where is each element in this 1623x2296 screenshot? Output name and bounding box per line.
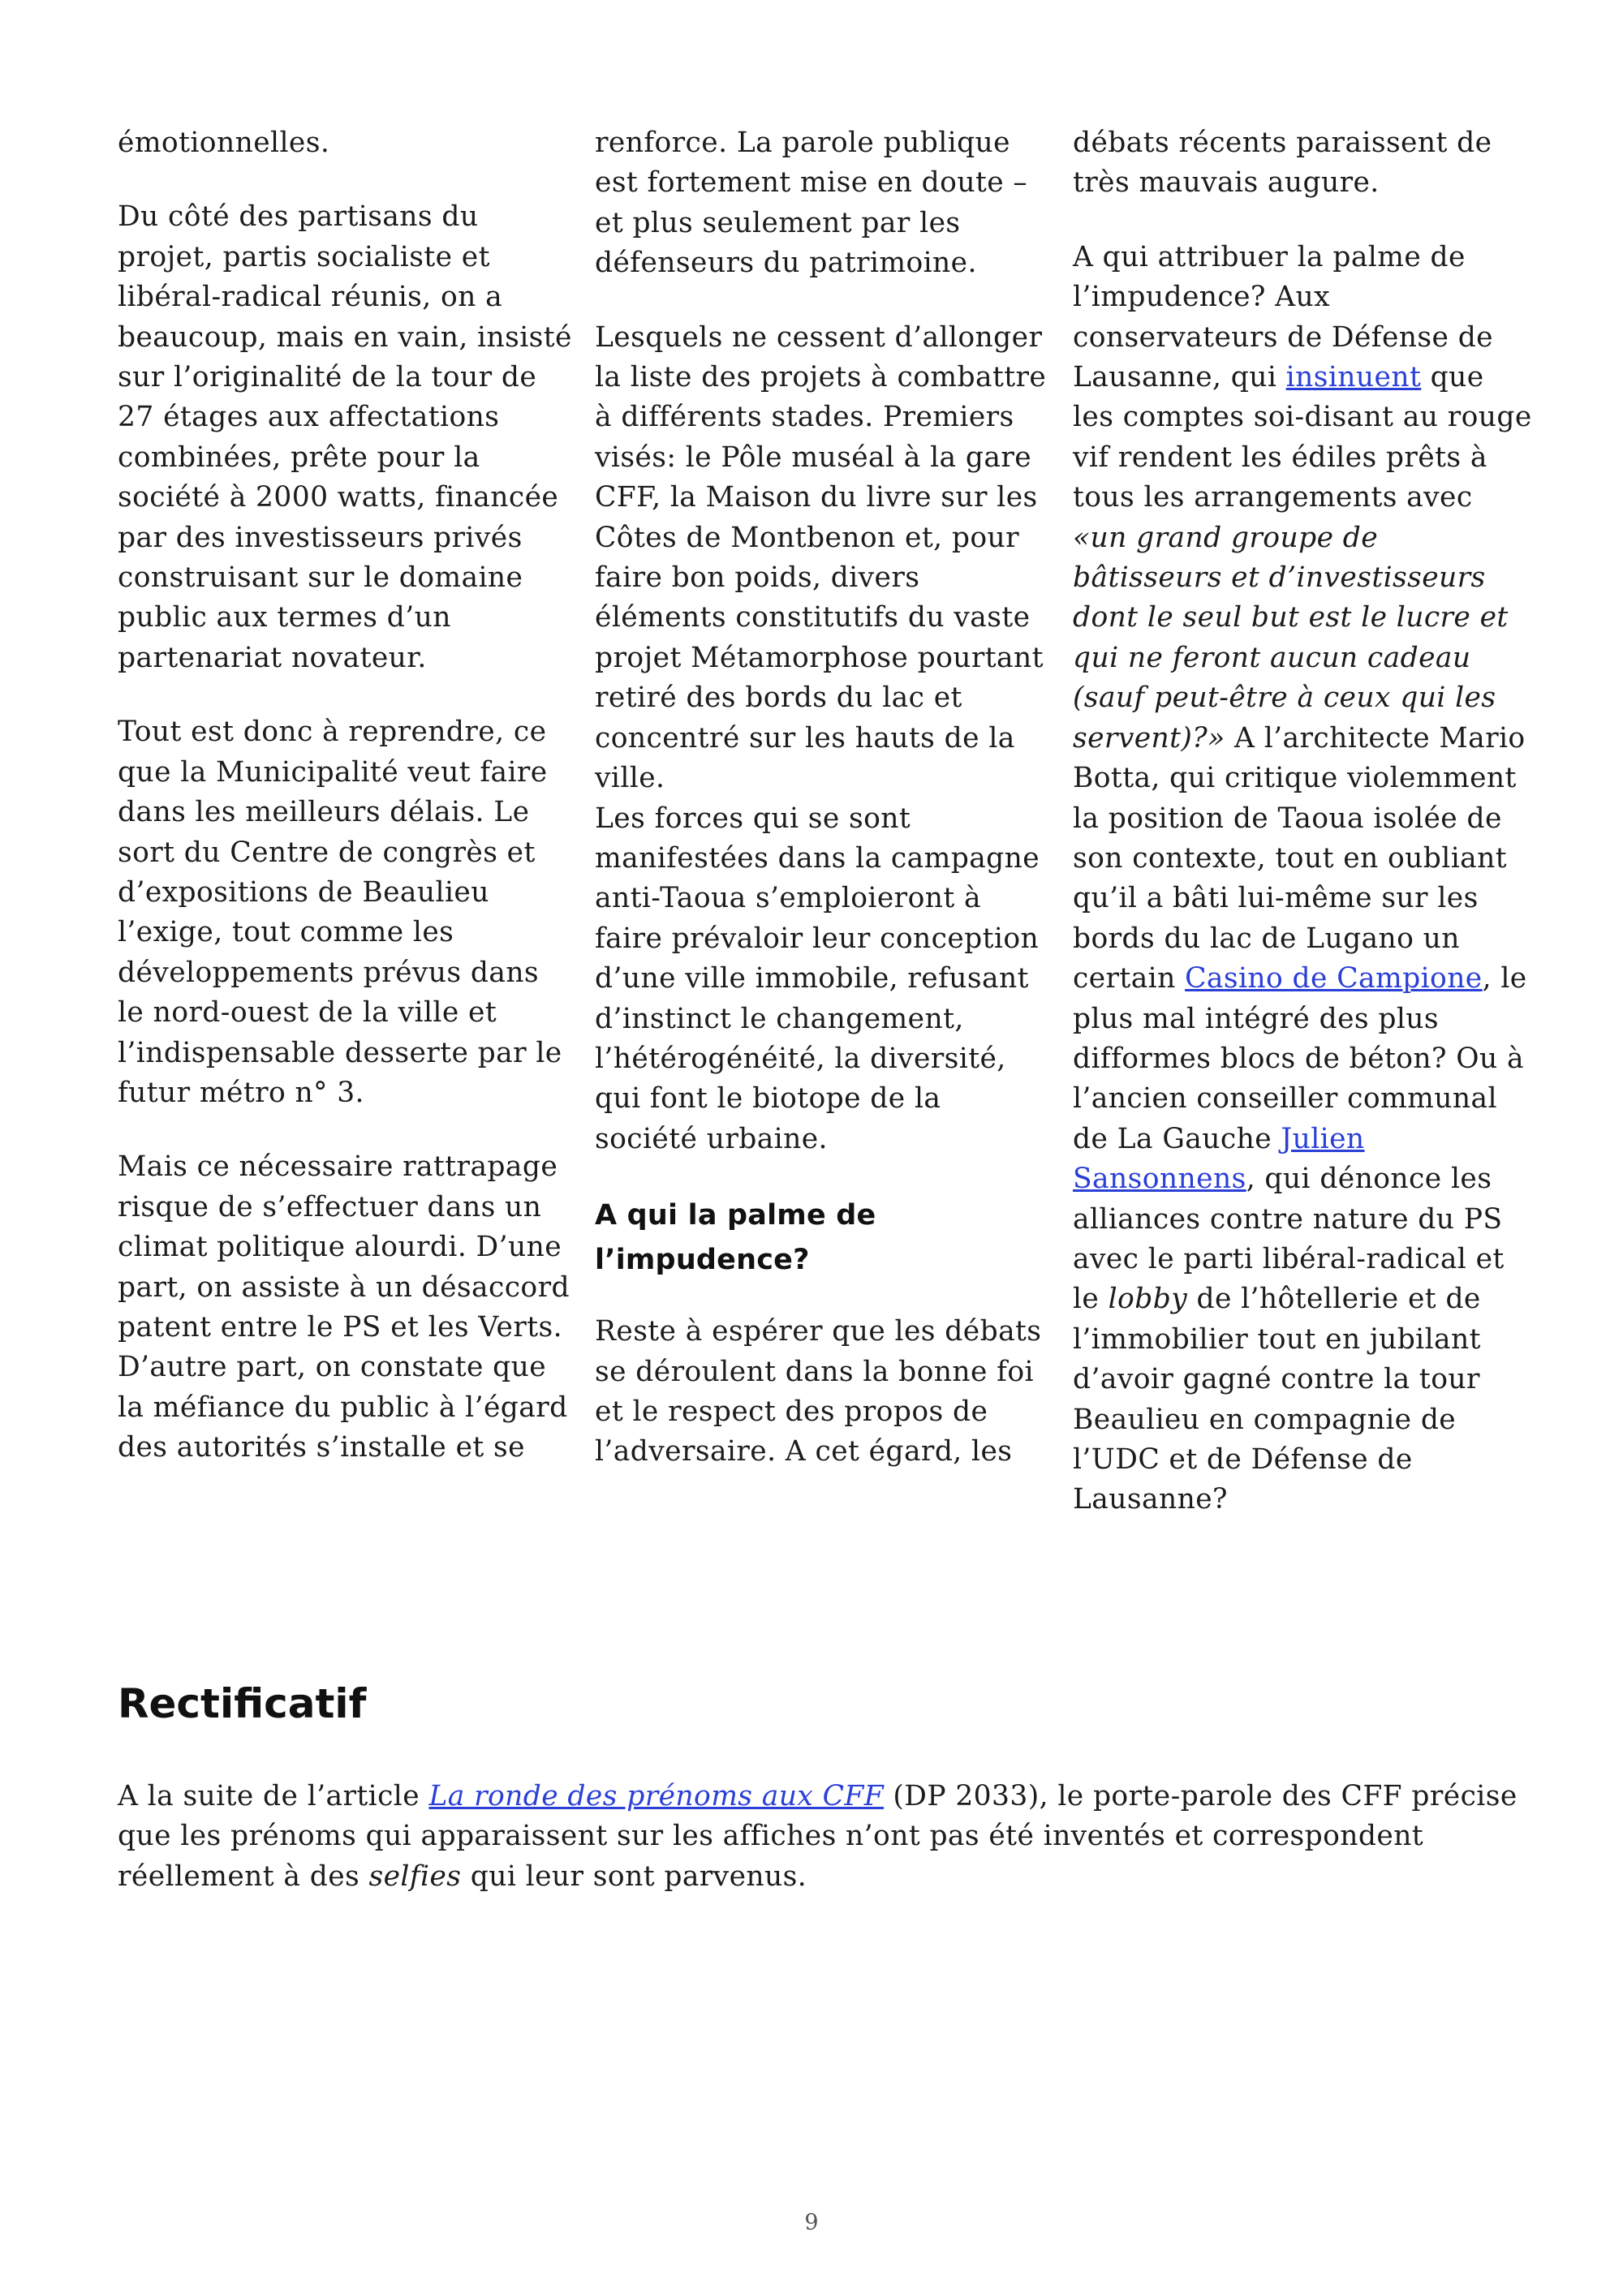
text-span: A l’architecte Mario Botta, qui critique violemment la position de Taoua isolée de son contexte, tout en oubliant qu’il a bâti lui-même sur les bords du lac de Lugano un certain bbox=[1073, 721, 1526, 995]
insinuent-link[interactable]: insinuent bbox=[1285, 361, 1422, 394]
paragraph: Les forces qui se sont manifestées dans la campagne anti-Taoua s’emploieront à faire prévaloir leur conception d’une ville immobile, refusant d’instinct le changement, l’hétérogénéité, la diversité, qui font le biotope de la société urbaine. bbox=[595, 802, 1040, 1155]
selfies-text: selfies bbox=[368, 1860, 462, 1893]
text-span: A qui attribuer la palme de l’impudence? Aux conservateurs de Défense de Lausanne, qui bbox=[1073, 240, 1493, 394]
rectificatif-title: Rectificatif bbox=[118, 1680, 367, 1727]
text-span: (DP 2033), le porte-parole des CFF précise que les prénoms qui apparaissent sur les affiches n’ont pas été inventés et correspondent réellement à des bbox=[118, 1780, 1518, 1893]
paragraph: Lesquels ne cessent d’allonger la liste des projets à combattre à différents stades. Premiers visés: le Pôle muséal à la gare CFF, la Maison du livre sur les Côtes de Montbenon et, pour faire bon poids, divers éléments constitutifs du vaste projet Métamorphose pourtant retiré des bords du lac et concentré sur les hauts de la ville. bbox=[595, 320, 1047, 795]
text-span: , le plus mal intégré des plus difformes blocs de béton? Ou à l’ancien conseiller communal de La Gauche bbox=[1073, 962, 1527, 1155]
paragraph: débats récents paraissent de très mauvais augure. bbox=[1073, 127, 1492, 200]
casino-de-campione-link[interactable]: Casino de Campione bbox=[1185, 962, 1483, 995]
text-span: que les comptes soi-disant au rouge vif rendent les édiles prêts à tous les arrangements avec bbox=[1073, 361, 1532, 514]
paragraph: Mais ce nécessaire rattrapage risque de s’effectuer dans un climat politique alourdi. D’une part, on assiste à un désaccord patent entre le PS et les Verts. D’autre part, on constate que la méfiance du public à l’égard des autorités s’installe et se bbox=[118, 1150, 570, 1464]
paragraph: Tout est donc à reprendre, ce que la Municipalité veut faire dans les meilleurs délais. Le sort du Centre de congrès et d’expositions de Beaulieu l’exige, tout comme les développements prévus dans le nord-ouest de la ville et l’indispensable desserte par le futur métro n° 3. bbox=[118, 716, 562, 1109]
text-span: , qui dénonce les alliances contre nature du PS avec le parti libéral-radical et le bbox=[1073, 1163, 1505, 1316]
article-link[interactable] bbox=[428, 1780, 884, 1812]
rectificatif-text bbox=[118, 1777, 1538, 1897]
section-heading: A qui la palme de l’impudence? bbox=[595, 1199, 876, 1277]
column-1 bbox=[118, 123, 572, 1468]
paragraph bbox=[1073, 238, 1532, 1520]
article-link-text[interactable]: La ronde des prénoms aux CFF bbox=[428, 1780, 885, 1812]
text-span: qui leur sont parvenus. bbox=[461, 1860, 807, 1893]
column-3 bbox=[1073, 123, 1532, 1520]
julien-sansonnens-link[interactable]: Julien Sansonnens bbox=[1073, 1122, 1365, 1196]
paragraph: émotionnelles. bbox=[118, 127, 330, 159]
text-span: de l’hôtellerie et de l’immobilier tout en jubilant d’avoir gagné contre la tour Beaulieu en compagnie de l’UDC et de Défense de Lausanne? bbox=[1073, 1283, 1481, 1516]
column-2 bbox=[595, 123, 1049, 1473]
paragraph: renforce. La parole publique est fortement mise en doute – et plus seulement par les défenseurs du patrimoine. bbox=[595, 127, 1028, 280]
lobby-text: lobby bbox=[1108, 1283, 1188, 1316]
text-span: A la suite de l’article bbox=[118, 1780, 429, 1812]
paragraph: Reste à espérer que les débats se déroulent dans la bonne foi et le respect des propos de l’adversaire. A cet égard, les bbox=[595, 1315, 1042, 1468]
paragraph: Du côté des partisans du projet, partis socialiste et libéral-radical réunis, on a beaucoup, mais en vain, insisté sur l’originalité de la tour de 27 étages aux affectations combinées, prête pour la société à 2000 watts, financée par des investisseurs privés construisant sur le domaine public aux termes d’un partenariat novateur. bbox=[118, 200, 572, 674]
page-number: 9 bbox=[804, 2210, 819, 2235]
quote-text: «un grand groupe de bâtisseurs et d’investisseurs dont le seul but est le lucre et qui ne feront aucun cadeau (sauf peut-être à ceux qui les servent)?» bbox=[1073, 521, 1509, 755]
